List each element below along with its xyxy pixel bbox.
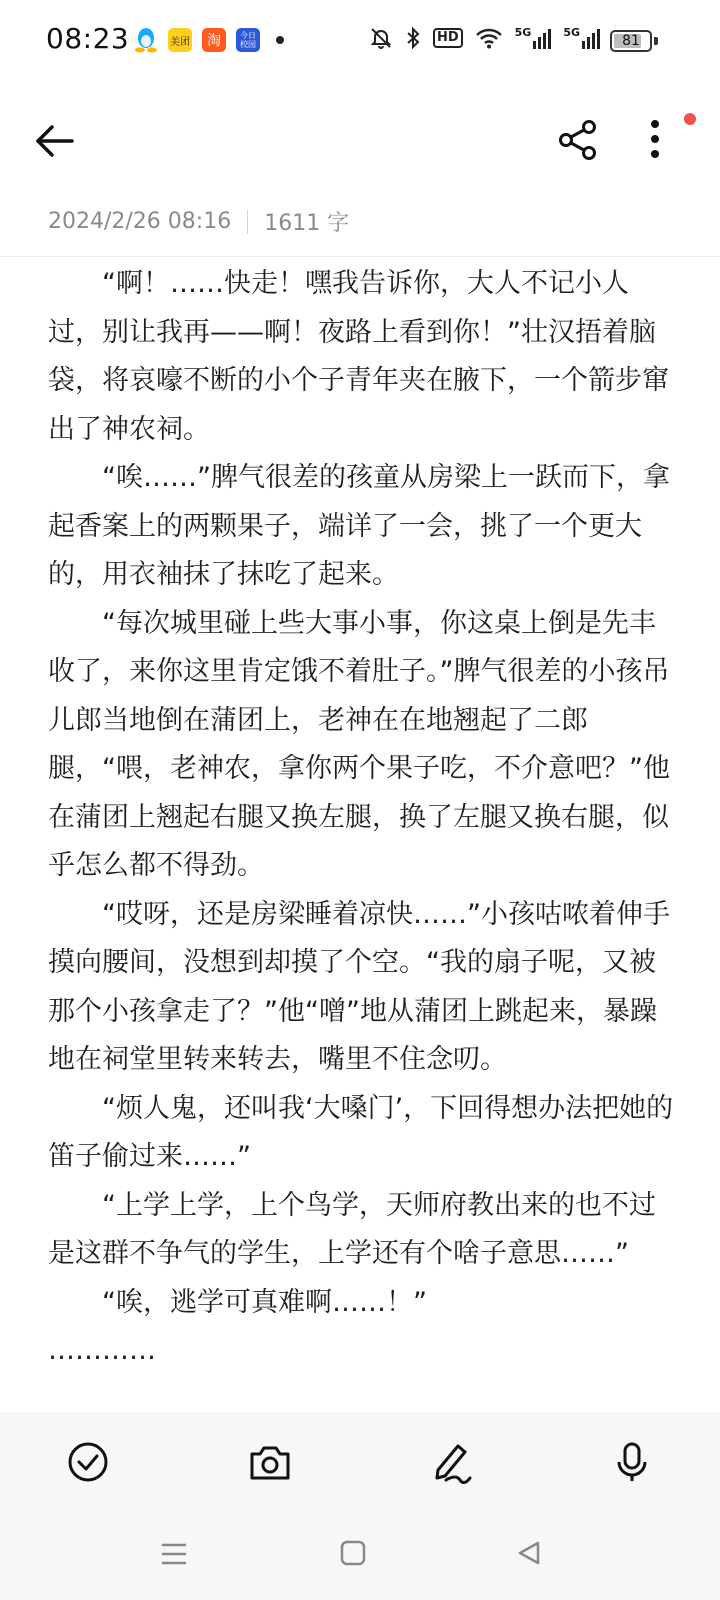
note-toolbar [0,100,720,180]
note-body[interactable] [48,260,676,1376]
navigation-bar [0,1512,720,1600]
share-icon[interactable] [556,118,600,162]
menu-icon[interactable] [160,1540,188,1572]
network-label: 5G [563,26,580,39]
home-icon[interactable] [340,1540,366,1570]
system-icons [369,26,600,50]
paragraph: “哎呀，还是房梁睡着凉快……”小孩咕哝着伸手摸向腰间，没想到却摸了个空。“我的扇子呢，又被那个小孩拿走了？”他“噌”地从蒲团上跳起来，暴躁地在祠堂里转来转去，嘴里不住念叨。 [48,898,670,1075]
meituan-icon: 美团 [168,28,192,52]
taobao-icon: 淘 [202,28,226,52]
battery-level: 81 [622,33,640,49]
status-time: 08:23 [46,22,130,55]
paragraph-ending: ………… [48,1335,156,1366]
note-meta [48,206,349,237]
network-label: 5G [514,26,532,39]
battery-tip [654,37,658,45]
paragraph: “每次城里碰上些大事小事，你这桌上倒是先丰收了，来你这里肯定饿不着肚子。”脾气很差的小孩吊儿郎当地倒在蒲团上，老神在在地翘起了二郎腿，“喂，老神农，拿你两个果子吃，不介意吧？”他在蒲团上翘起右腿又换左腿，换了左腿又换右腿，似乎怎么都不得劲。 [48,607,670,881]
wifi-icon [475,27,503,49]
word-count: 1611 字 [264,211,350,236]
paragraph: “唉，逃学可真难啊……！” [102,1286,427,1318]
handwriting-icon[interactable] [430,1440,474,1484]
paragraph: “烦人鬼，还叫我‘大嗓门’，下回得想办法把她的笛子偷过来……” [48,1092,674,1172]
paragraph: “唉……”脾气很差的孩童从房梁上一跃而下，拿起香案上的两颗果子，端详了一会，挑了一个更大的，用衣袖抹了抹吃了起来。 [48,462,670,590]
bluetooth-icon [405,26,421,50]
note-date: 2024/2/26 08:16 [48,209,232,234]
paragraph: “上学上学，上个鸟学，天师府教出来的也不过是这群不争气的学生，上学还有个啥子意思……” [48,1189,656,1269]
battery-icon [610,30,652,52]
notification-dot [684,113,696,125]
back-arrow-icon[interactable] [32,118,78,164]
meta-separator [247,210,248,234]
status-bar [0,0,720,84]
back-icon[interactable] [516,1540,542,1570]
microphone-icon[interactable] [610,1440,654,1484]
signal-5g-icon [563,27,600,49]
mute-icon [369,26,393,50]
qq-icon [134,28,158,52]
paragraph: “啊！……快走！嘿我告诉你，大人不记小人过，别让我再——啊！夜路上看到你！”壮汉捂着脑袋，将哀嚎不断的小个子青年夹在腋下，一个箭步窜出了神农祠。 [48,268,669,445]
more-vertical-icon[interactable] [640,114,670,166]
camera-icon[interactable] [248,1440,292,1484]
header-divider [0,256,720,257]
dot-icon [276,36,284,44]
notification-icons [134,28,284,52]
bottom-toolbar [0,1412,720,1512]
checklist-icon[interactable] [66,1440,110,1484]
hd-icon: HD [433,28,463,48]
signal-5g-icon [515,27,552,49]
news-icon: 今日 校园 [236,28,260,52]
